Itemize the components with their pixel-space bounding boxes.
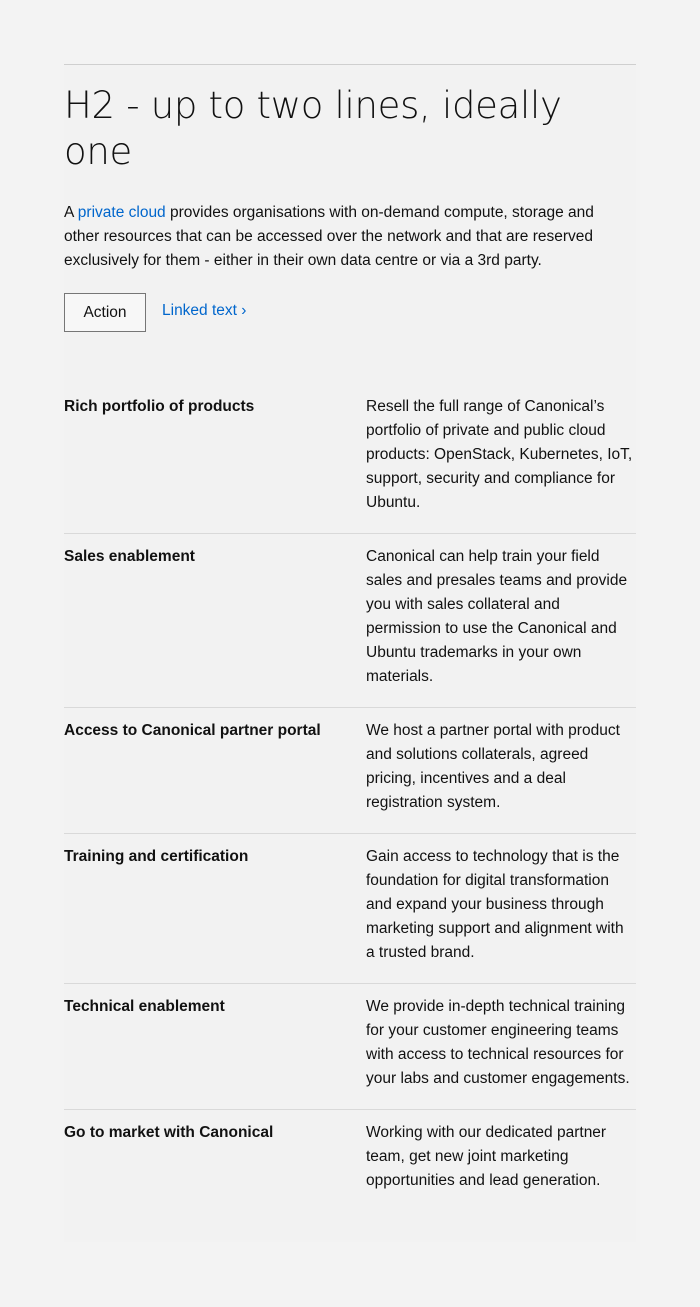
feature-description: Resell the full range of Canonical’s portfolio of private and public cloud products: OpenStack, Kubernetes, IoT, support, security and compliance for Ubuntu. — [366, 398, 633, 511]
action-bar — [64, 293, 636, 332]
action-button[interactable]: Action — [64, 293, 146, 332]
feature-title: Access to Canonical partner portal — [64, 722, 321, 739]
intro-paragraph — [64, 201, 630, 273]
feature-row — [64, 984, 636, 1110]
feature-title: Sales enablement — [64, 548, 195, 565]
feature-row — [64, 1110, 636, 1211]
feature-title: Training and certification — [64, 848, 249, 865]
feature-row — [64, 708, 636, 834]
feature-description: Gain access to technology that is the foundation for digital transformation and expand your business through marketing support and alignment with a trusted brand. — [366, 848, 624, 961]
feature-description: Canonical can help train your field sales and presales teams and provide you with sales collateral and permission to use the Canonical and Ubuntu trademarks in your own materials. — [366, 548, 628, 685]
linked-text-link[interactable]: Linked text › — [162, 301, 247, 319]
feature-description: We host a partner portal with product and solutions collaterals, agreed pricing, incentives and a deal registration system. — [366, 722, 620, 811]
intro-prefix: A — [64, 204, 78, 221]
feature-row — [64, 384, 636, 534]
feature-row — [64, 534, 636, 708]
private-cloud-link[interactable]: private cloud — [77, 204, 166, 221]
feature-description: Working with our dedicated partner team, get new joint marketing opportunities and lead generation. — [366, 1124, 607, 1189]
content-section — [64, 64, 636, 1242]
feature-title: Go to market with Canonical — [64, 1124, 274, 1141]
top-divider — [64, 64, 636, 65]
feature-title: Rich portfolio of products — [64, 398, 255, 415]
feature-list — [64, 384, 636, 1211]
feature-row — [64, 834, 636, 984]
section-title: H2 - up to two lines, ideally one — [64, 84, 562, 173]
feature-title: Technical enablement — [64, 998, 225, 1015]
intro-suffix: provides organisations with on-demand compute, storage and other resources that can be accessed over the network and that are reserved exclusively for them - either in their own data centre or via a 3rd party. — [64, 204, 594, 269]
feature-description: We provide in-depth technical training for your customer engineering teams with access to technical resources for your labs and customer engagements. — [366, 998, 630, 1087]
